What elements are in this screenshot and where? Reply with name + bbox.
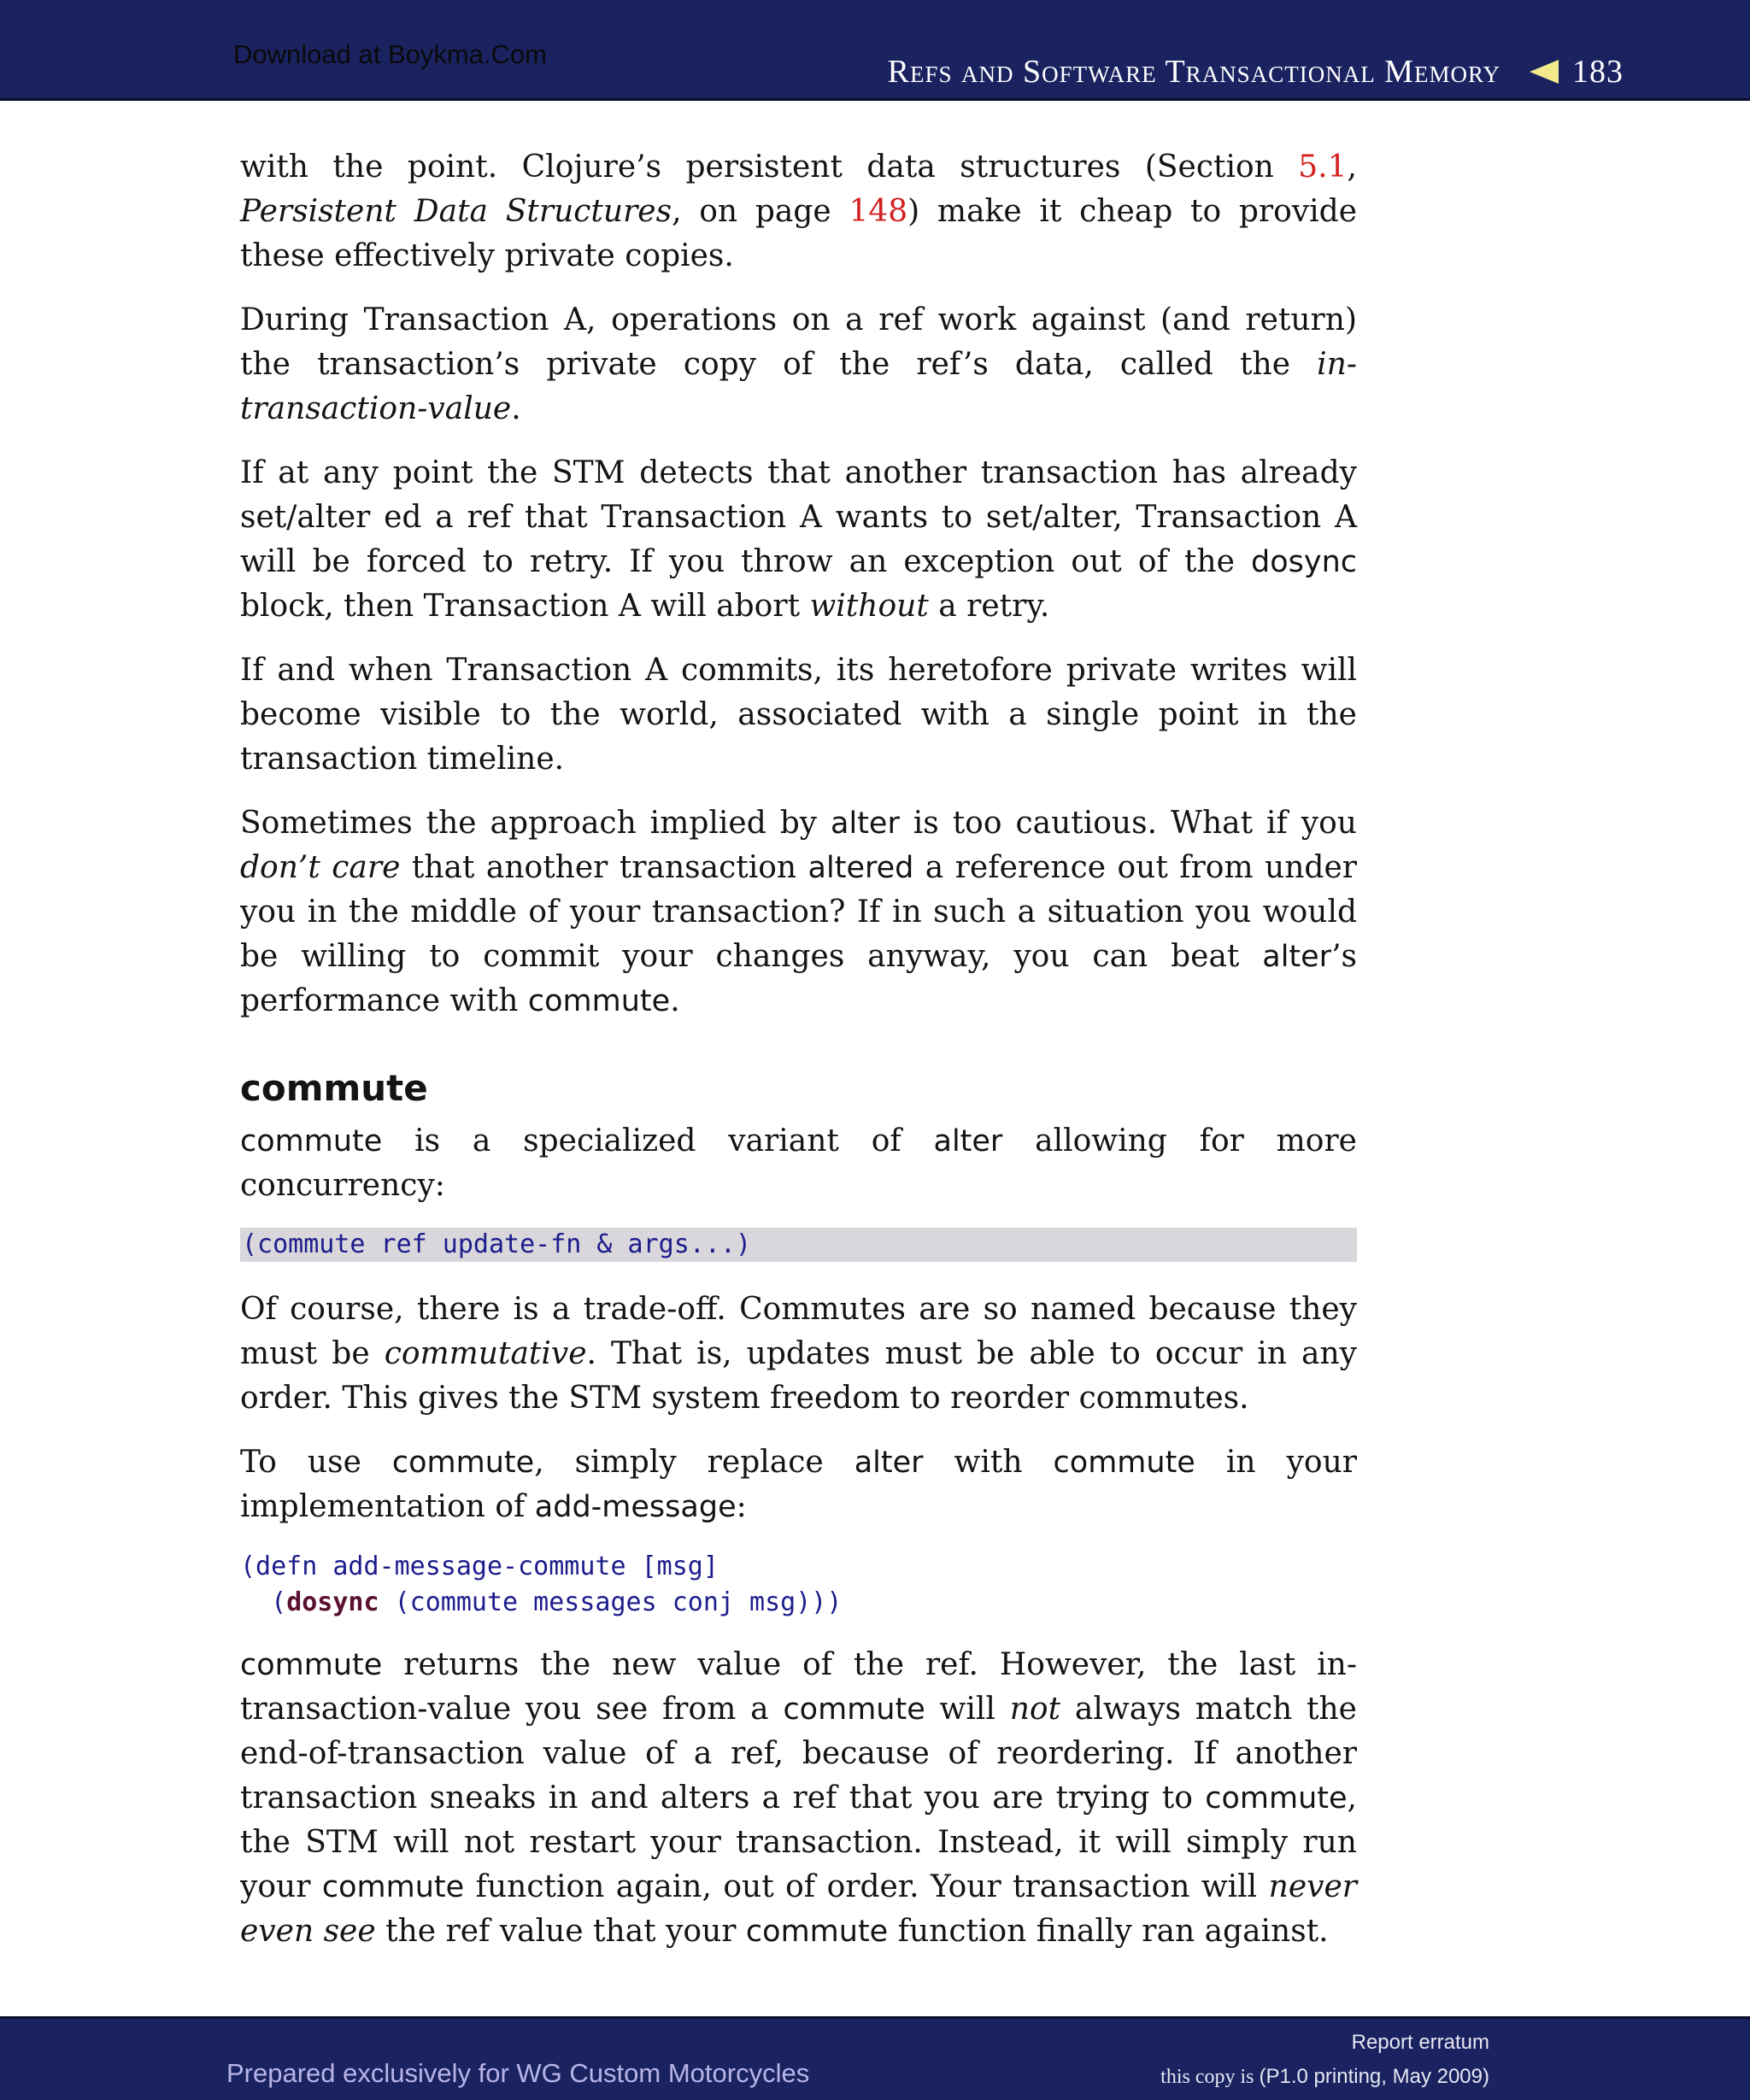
running-head-title: Refs and Software Transactional Memory: [887, 54, 1500, 90]
running-head: [888, 53, 1624, 91]
paragraph: Of course, there is a trade-off. Commutes are so named because they must be commutative. That is, updates must be able to occur in any order. This gives the STM system freedom to reorder commutes.: [240, 1292, 1358, 1416]
paragraph: During Transaction A, operations on a ref work against (and return) the transaction’s private copy of the ref’s data, called the in-transaction-value.: [240, 302, 1357, 426]
watermark: Download at Boykma.Com: [233, 39, 547, 69]
report-erratum-link[interactable]: Report erratum: [1351, 2031, 1489, 2054]
paragraph: If at any point the STM detects that another transaction has already set/alter ed a ref that Transaction A wants to set/alter, Transaction A will be forced to retry. If you throw an exception out of the dosync block, then Transaction A will abort without a retry.: [240, 455, 1357, 624]
header-bar: [0, 0, 1750, 101]
code-signature: (commute ref update-fn & args...): [240, 1228, 1357, 1262]
section-heading: commute: [240, 1067, 428, 1109]
page-number: 183: [1572, 54, 1624, 90]
copy-info: this copy is (P1.0 printing, May 2009): [1160, 2065, 1489, 2088]
paragraph: Sometimes the approach implied by alter is too cautious. What if you don’t care that another transaction altered a reference out from under you in the middle of your transaction? If in such a situation you would be willing to commit your changes anyway, you can beat alter’s performance with commute.: [240, 806, 1357, 1018]
page-body: [240, 145, 1357, 1974]
arrow-left-icon[interactable]: [1530, 60, 1559, 84]
section-link[interactable]: 5.1: [1298, 150, 1348, 185]
page-link[interactable]: 148: [849, 194, 908, 229]
paragraph: commute is a specialized variant of alter allowing for more concurrency:: [240, 1123, 1357, 1203]
paragraph: commute returns the new value of the ref. However, the last in-transaction-value you see from a commute will not always match the end-of-transaction value of a ref, because of reordering. If another transaction sneaks in and alters a ref that you are trying to commute, the STM will not restart your transaction. Instead, it will simply run your commute function again, out of order. Your transaction will never even see the ref value that your commute function finally ran against.: [240, 1647, 1357, 1949]
footer-bar: [0, 2016, 1750, 2100]
paragraph: If and when Transaction A commits, its heretofore private writes will become visible to the world, associated with a single point in the transaction timeline.: [240, 653, 1357, 777]
prepared-for: Prepared exclusively for WG Custom Motorcycles: [226, 2058, 810, 2088]
paragraph: To use commute, simply replace alter with commute in your implementation of add-message:: [240, 1445, 1357, 1524]
paragraph: with the point. Clojure’s persistent data structures (Section 5.1, Persistent Data Structures, on page 148) make it cheap to provide these effectively private copies.: [240, 150, 1357, 273]
code-listing: (defn add-message-commute [msg] (dosync (commute messages conj msg))): [240, 1552, 843, 1617]
